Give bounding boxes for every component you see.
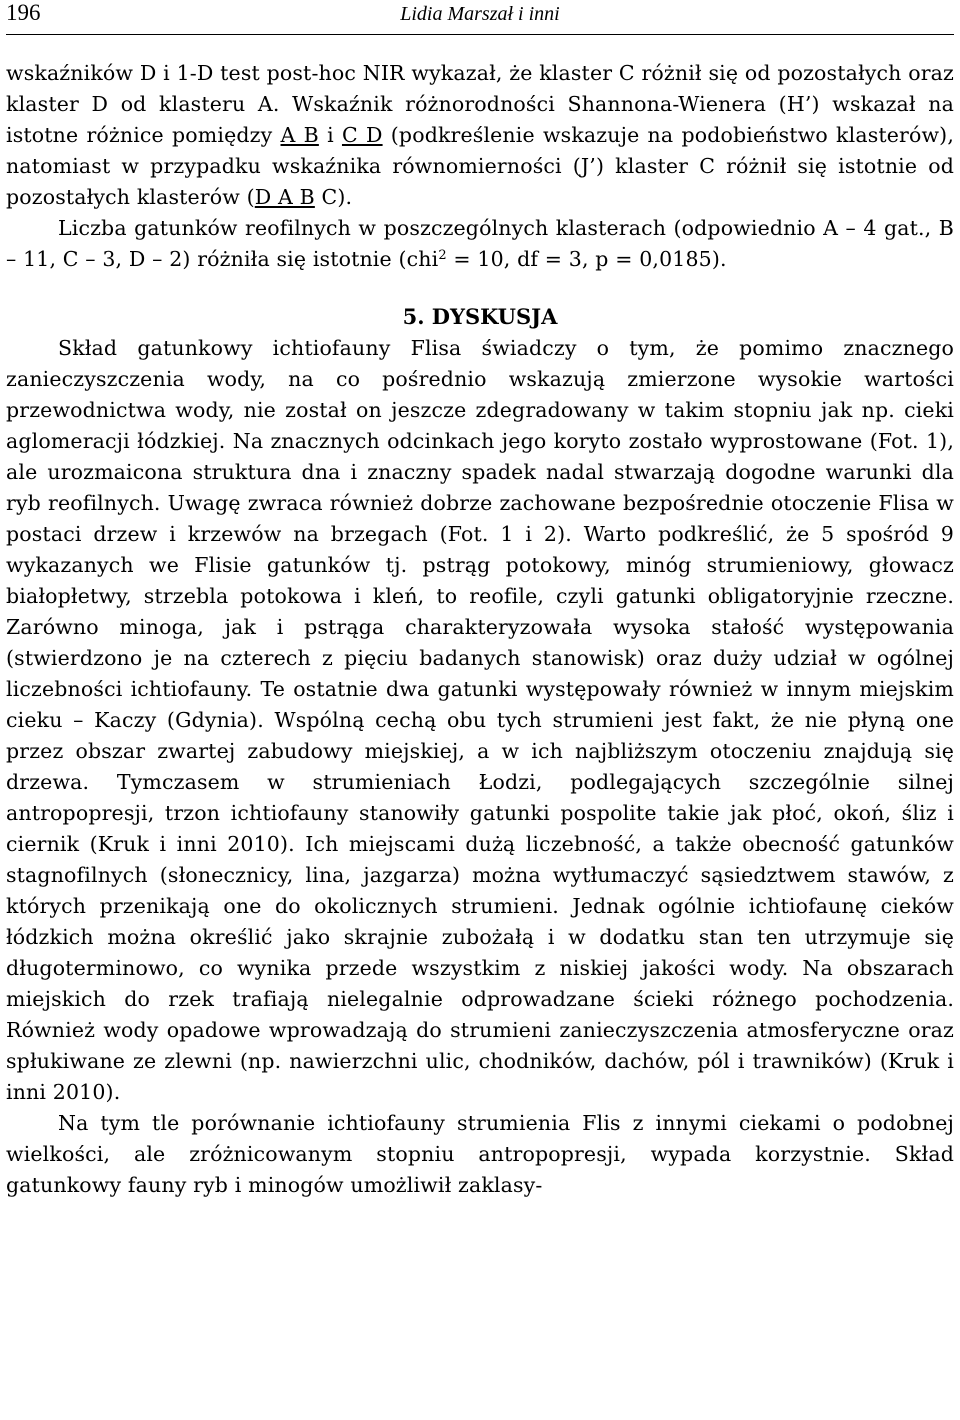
body-text bbox=[6, 58, 954, 1201]
section-heading: 5. DYSKUSJA bbox=[402, 304, 558, 329]
underlined-cluster-group: A B bbox=[280, 123, 319, 147]
results-paragraph bbox=[6, 58, 954, 213]
text-run: = 10, df = 3, p = 0,0185). bbox=[446, 247, 727, 271]
reophilic-species-paragraph bbox=[6, 213, 954, 275]
running-head: Lidia Marszał i inni bbox=[400, 3, 560, 25]
text-run: i bbox=[318, 123, 342, 147]
text-run: wskaźników D i 1-D test post-hoc NIR wykazał, że klaster C różnił się od pozostałych oraz klaster D od klasteru A. Wskaźnik różnorodności Shannona-Wienera (H’) wskazał na istotne różnice pomiędzy bbox=[6, 61, 954, 147]
text-run: Liczba gatunków reofilnych w poszczególnych klasterach (odpowiednio A – 4 gat., B – 11, C – 3, D – 2) różniła się istotnie (chi bbox=[6, 216, 954, 271]
discussion-paragraph: Skład gatunkowy ichtiofauny Flisa świadczy o tym, że pomimo znacznego zanieczyszczenia wody, na co pośrednio wskazują zmierzone wysokie wartości przewodnictwa wody, nie został on jeszcze zdegradowany w takim stopniu jak np. cieki aglomeracji łódzkiej. Na znacznych odcinkach jego koryto zostało wyprostowane (Fot. 1), ale urozmaicona struktura dna i znaczny spadek nadal stwarzają dogodne warunki dla ryb reofilnych. Uwagę zwraca również dobrze zachowane bezpośrednie otoczenie Flisa w postaci drzew i krzewów na brzegach (Fot. 1 i 2). Warto podkreślić, że 5 spośród 9 wykazanych we Flisie gatunków tj. pstrąg potokowy, minóg strumieniowy, głowacz białopłetwy, strzebla potokowa i kleń, to reofile, czyli gatunki obligatoryjnie rzeczne. Zarówno minoga, jak i pstrąga charakteryzowała wysoka stałość występowania (stwierdzono je na czterech z pięciu badanych stanowisk) oraz duży udział w ogólnej liczebności ichtiofauny. Te ostatnie dwa gatunki występowały również w innym miejskim cieku – Kaczy (Gdynia). Wspólną cechą obu tych strumieni jest fakt, że nie płyną one przez obszar zwartej zabudowy miejskiej, a w ich najbliższym otoczeniu znajdują się drzewa. Tymczasem w strumieniach Łodzi, podlegających szczególnie silnej antropopresji, trzon ichtiofauny stanowiły gatunki pospolite takie jak płoć, okoń, śliz i ciernik (Kruk i inni 2010). Ich miejscami dużą liczebność, a także obecność gatunków stagnofilnych (słonecznicy, lina, jazgarza) można wytłumaczyć sąsiedztwem stawów, z których przenikają one do okolicznych strumieni. Jednak ogólnie ichtiofaunę cieków łódzkich można określić jako skrajnie zubożałą i w dodatku stan ten utrzymuje się długoterminowo, co wynika przede wszystkim z niskiej jakości wody. Na obszarach miejskich do rzek trafiają nielegalnie odprowadzane ścieki różnego pochodzenia. Również wody opadowe wprowadzają do strumieni zanieczyszczenia atmosferyczne oraz spłukiwane ze zlewni (np. nawierzchni ulic, chodników, dachów, pól i trawników) (Kruk i inni 2010). bbox=[6, 336, 954, 1104]
page-number: 196 bbox=[6, 0, 41, 25]
page-header bbox=[6, 0, 954, 35]
superscript: 2 bbox=[438, 248, 447, 263]
underlined-cluster-group: D A B bbox=[254, 185, 315, 209]
underlined-cluster-group: C D bbox=[341, 123, 383, 147]
discussion-paragraph: Na tym tle porównanie ichtiofauny strumienia Flis z innymi ciekami o podobnej wielkości, ale zróżnicowanym stopniu antropopresji, wypada korzystnie. Skład gatunkowy fauny ryb i minogów umożliwił zaklasy- bbox=[6, 1111, 954, 1197]
text-run: C). bbox=[314, 185, 353, 209]
text-run: (podkreślenie wskazuje na podobieństwo klasterów), natomiast w przypadku wskaźnika równomierności (J’) klaster C różnił się istotnie od pozostałych klasterów ( bbox=[6, 123, 954, 209]
